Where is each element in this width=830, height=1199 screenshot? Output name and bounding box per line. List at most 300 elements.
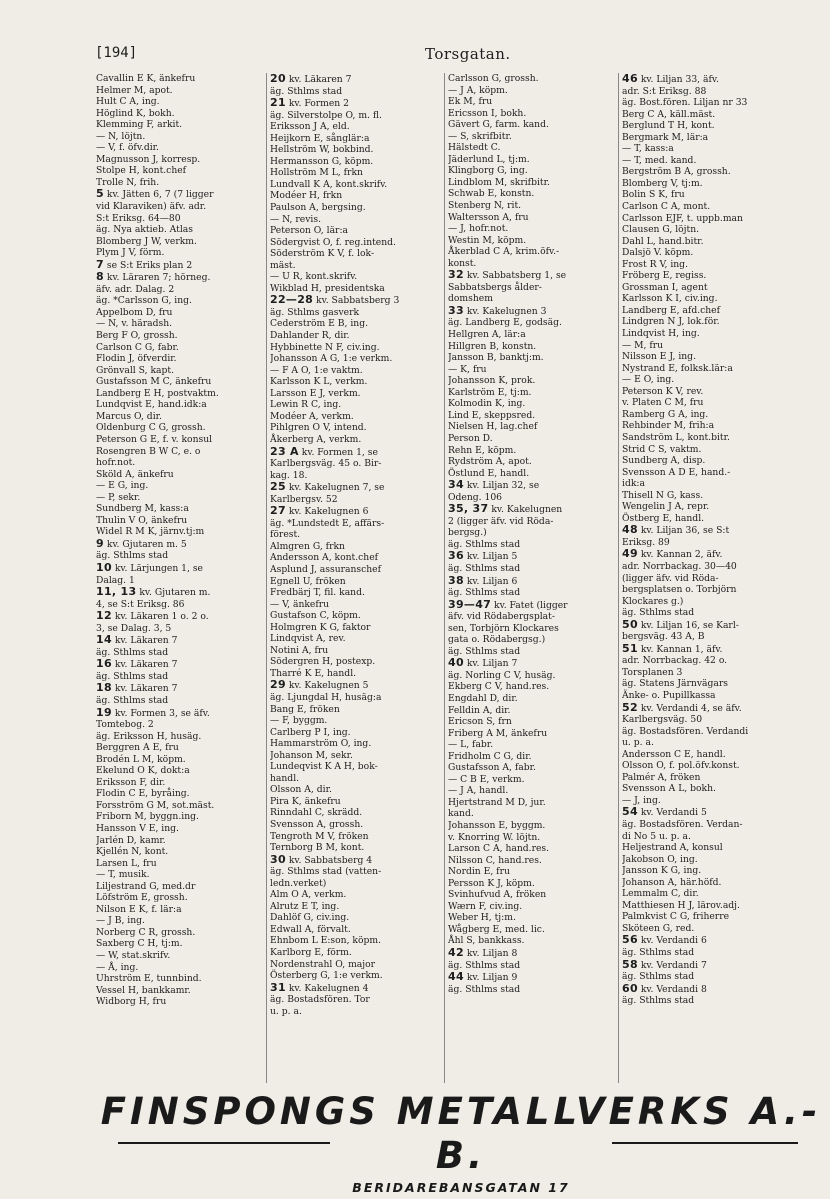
directory-entry: Lindqvist A, rev. [270, 633, 346, 645]
directory-entry: Jarlén D, kamr. [96, 834, 166, 846]
directory-entry: Östberg E, handl. [622, 512, 705, 524]
directory-entry: Pihlgren O V, intend. [270, 422, 367, 434]
directory-entry: Nilson E K, f. lär:a [96, 903, 182, 915]
directory-entry: äg. Sthlms stad [448, 983, 521, 995]
directory-entry: 7 se S:t Eriks plan 2 [96, 257, 193, 271]
directory-entry: 22—28 kv. Sabbatsberg 3 [270, 293, 400, 307]
directory-entry: Uhrström E, tunnbind. [96, 973, 202, 985]
directory-entry: Friberg A M, änkefru [448, 727, 548, 739]
directory-entry: Weber H, tj:m. [448, 912, 516, 924]
directory-entry: Svensson A, grossh. [270, 819, 364, 830]
directory-entry: Nordenstrahl O, major [270, 958, 376, 970]
directory-entry: Carlberg P I, ing. [270, 726, 351, 738]
directory-entry: Palmér A, fröken [622, 771, 701, 783]
directory-entry: — F, byggm. [270, 715, 328, 727]
directory-entry: Norberg C R, grossh. [96, 926, 196, 938]
directory-entry: Bergström B A, grossh. [622, 166, 731, 178]
directory-entry: äg. Sthlms stad [622, 995, 695, 1007]
directory-entry: adr. Norrbackag. 42 o. [622, 655, 728, 667]
directory-entry: Johansson E, byggm. [448, 820, 546, 831]
directory-entry: — E O, ing. [622, 374, 675, 386]
block-number: 51 [622, 641, 638, 655]
directory-entry: Sabbatsbergs ålder- [448, 281, 542, 293]
directory-entry: Carlson C A, mont. [622, 201, 711, 213]
directory-entry: Ramberg G A, ing. [622, 408, 709, 420]
block-number: 34 [448, 478, 464, 492]
directory-entry: Grossman I, agent [622, 281, 708, 293]
directory-entry: Peterson K V, rev. [622, 385, 704, 397]
directory-entry: äg. Sthlms stad [96, 646, 169, 658]
directory-entry: 60 kv. Verdandi 8 [622, 981, 707, 995]
block-number: 22—28 [270, 293, 314, 307]
directory-entry: Hansson V E, ing. [96, 823, 179, 834]
directory-entry: hofr.not. [96, 457, 136, 469]
directory-entry: Widel R M K, järnv.tj:m [96, 526, 205, 538]
directory-entry: Berggren A E, fru [96, 742, 179, 754]
directory-entry: adr. S:t Eriksg. 88 [622, 85, 707, 97]
directory-entry: Cederström E B, ing. [270, 318, 369, 330]
directory-entry: Wikblad H, presidentska [270, 282, 385, 294]
directory-entry: Tharré K E, handl. [270, 667, 357, 679]
directory-entry: — U R, kont.skrifv. [270, 271, 358, 283]
directory-entry: Fridholm C G, dir. [448, 750, 532, 762]
directory-entry: Johanson M, sekr. [270, 749, 353, 761]
directory-entry: 38 kv. Liljan 6 [448, 573, 518, 587]
directory-entry: Paulson A, bergsing. [270, 202, 366, 214]
directory-columns [96, 73, 824, 1088]
directory-entry: kag. 18. [270, 469, 308, 481]
directory-entry: Rinndahl C, skrädd. [270, 807, 363, 819]
block-number: 38 [448, 573, 464, 587]
directory-entry: Kjellén N, kont. [96, 846, 169, 858]
column-divider [618, 73, 619, 1083]
directory-entry: Eriksg. 89 [622, 536, 670, 548]
directory-entry: Dahl L, hand.bitr. [622, 235, 704, 247]
directory-entry: Jansson B, banktj:m. [448, 352, 544, 364]
directory-entry: Ericson S, frn [448, 716, 512, 728]
directory-entry: — M, fru [622, 339, 664, 351]
directory-entry: Blomberg V, tj:m. [622, 177, 703, 189]
block-number: 52 [622, 700, 638, 714]
block-number: 40 [448, 656, 464, 670]
directory-entry: 19 kv. Formen 3, se äfv. [96, 705, 210, 719]
directory-entry: Olsson O, f. pol.öfv.konst. [622, 760, 740, 772]
directory-entry: Saxberg C H, tj:m. [96, 938, 183, 950]
directory-entry: Asplund J, assuranschef [270, 563, 382, 575]
directory-entry: Flodin J, öfverdir. [96, 353, 177, 365]
directory-entry: Andersson C E, handl. [622, 748, 726, 760]
directory-entry: — J, hofr.not. [448, 223, 509, 235]
directory-entry: idk:a [622, 478, 645, 490]
directory-entry: 20 kv. Läkaren 7 [270, 73, 352, 85]
block-number: 33 [448, 303, 464, 317]
directory-entry: 27 kv. Kakelugnen 6 [270, 504, 369, 518]
column-divider [444, 73, 445, 1083]
column-2 [270, 73, 440, 1088]
directory-entry: Eriksson J A, eld. [270, 121, 350, 133]
directory-entry: — N, v. häradsh. [96, 318, 173, 330]
block-number: 31 [270, 980, 286, 994]
directory-entry: Ericsson I, bokh. [448, 107, 527, 119]
directory-entry: äg. Silverstolpe O, m. fl. [270, 109, 382, 121]
page-number: [194] [95, 45, 138, 61]
directory-entry: Tengroth M V, fröken [270, 830, 369, 842]
directory-entry: Stolpe H, kont.chef [96, 165, 187, 177]
block-number: 60 [622, 981, 638, 995]
block-number: 29 [270, 678, 286, 692]
directory-entry: äg. Sthlms stad [448, 645, 521, 657]
directory-entry: Hillgren B, konstn. [448, 340, 537, 352]
directory-entry: äg. Nya aktieb. Atlas [96, 224, 193, 236]
block-number: 9 [96, 536, 104, 550]
directory-entry: 39—47 kv. Fatet (ligger [448, 597, 568, 611]
directory-entry: Dalsjö V. köpm. [622, 247, 694, 259]
directory-entry: Eriksson F, dir. [96, 776, 166, 788]
directory-entry: Hybbinette N F, civ.ing. [270, 341, 380, 353]
directory-entry: 3, se Dalag. 3, 5 [96, 622, 172, 634]
directory-entry: Hermansson G, köpm. [270, 155, 374, 167]
directory-entry: 18 kv. Läkaren 7 [96, 681, 178, 695]
directory-entry: Thulin V O, änkefru [96, 514, 188, 526]
directory-entry: Jansson K G, ing. [622, 865, 702, 877]
directory-entry: Rosengren B W C, e. o [96, 445, 201, 457]
directory-entry: Modéer H, frkn [270, 190, 343, 202]
directory-entry: Karlsson K L, verkm. [270, 376, 368, 388]
block-number: 8 [96, 270, 104, 284]
directory-entry: Friborn M, byggn.ing. [96, 811, 199, 823]
directory-entry: Ekberg C V, hand.res. [448, 681, 550, 693]
directory-entry: Persson K J, köpm. [448, 877, 535, 889]
directory-entry: Cavallin E K, änkefru [96, 73, 196, 84]
directory-entry: — J A, köpm. [448, 84, 508, 96]
directory-entry: äfv. vid Rödabergsplat- [448, 611, 555, 623]
directory-entry: Rehbinder M, frih:a [622, 420, 715, 432]
directory-entry: sen, Torbjörn Klockares [448, 622, 559, 634]
directory-entry: Thisell N G, kass. [622, 489, 704, 501]
directory-entry: 49 kv. Kannan 2, äfv. [622, 547, 723, 561]
directory-entry: 16 kv. Läkaren 7 [96, 657, 178, 671]
block-number: 32 [448, 268, 464, 282]
directory-entry: Flodin C E, byråing. [96, 788, 190, 800]
directory-entry: Dalag. 1 [96, 574, 135, 586]
directory-entry: Karlström E, tj:m. [448, 386, 532, 398]
directory-entry: Änke- o. Pupillkassa [622, 689, 716, 701]
directory-entry: äg. Ljungdal H, husäg:a [270, 691, 382, 703]
directory-entry: Heijkorn E, sånglär:a [270, 132, 370, 144]
directory-entry: Hellström W, bokbind. [270, 144, 374, 156]
directory-entry: äg. Sthlms stad [448, 587, 521, 599]
directory-entry: Ternborg B M, kont. [270, 842, 365, 854]
directory-entry: äg. Bostadsfören. Verdandi [622, 725, 749, 737]
directory-entry: 29 kv. Kakelugnen 5 [270, 678, 369, 692]
directory-entry: förest. [270, 529, 301, 541]
directory-entry: Palmkvist C G, friherre [622, 911, 730, 923]
directory-entry: Egnell U, fröken [270, 575, 346, 587]
directory-entry: 34 kv. Liljan 32, se [448, 478, 540, 492]
directory-entry: Klingborg G, ing. [448, 165, 528, 177]
directory-entry: Almgren G, frkn [270, 540, 345, 552]
directory-entry: äg. Sthlms stad [96, 550, 169, 562]
directory-entry: Bergmark M, lär:a [622, 131, 709, 143]
directory-entry: Tomtebog. 2 [96, 719, 154, 731]
directory-entry: domshem [448, 293, 493, 305]
directory-entry: Carlsson G, grossh. [448, 73, 539, 84]
directory-entry: Gävert G, farm. kand. [448, 119, 549, 131]
directory-entry: Fredbärj T, fil. kand. [270, 587, 365, 599]
directory-entry: Johansson A G, 1:e verkm. [270, 353, 393, 365]
directory-entry: — W, stat.skrifv. [96, 950, 171, 962]
directory-entry: Magnusson J, korresp. [96, 153, 201, 165]
directory-entry: Österberg G, 1:e verkm. [270, 970, 383, 982]
block-number: 39—47 [448, 597, 492, 611]
directory-entry: äg. Sthlms gasverk [270, 306, 360, 318]
directory-entry: äg. Sthlms stad [448, 538, 521, 550]
directory-entry: Nystrand E, folksk.lär:a [622, 362, 733, 374]
directory-entry: 42 kv. Liljan 8 [448, 946, 518, 960]
directory-entry: — F A O, 1:e vaktm. [270, 364, 363, 376]
directory-entry: 9 kv. Gjutaren m. 5 [96, 536, 187, 550]
directory-entry: Andersson A, kont.chef [270, 552, 379, 564]
directory-entry: äg. Bostadsfören. Verdan- [622, 819, 743, 830]
block-number: 36 [448, 549, 464, 563]
directory-entry: Nordin E, fru [448, 866, 510, 878]
block-number: 16 [96, 657, 112, 671]
directory-entry: äg. Sthlms stad (vatten- [270, 866, 382, 878]
directory-entry: Johansson K, prok. [448, 375, 536, 387]
directory-entry: Stenberg N, rit. [448, 200, 522, 212]
directory-entry: Sköteen G, red. [622, 922, 695, 934]
directory-entry: Person D. [448, 432, 493, 444]
directory-entry: Lemmalm C, dir. [622, 888, 699, 900]
directory-entry: — T, med. kand. [622, 154, 697, 166]
directory-entry: Oldenburg C G, grossh. [96, 422, 206, 434]
block-number: 42 [448, 946, 464, 960]
directory-entry: Dahlöf G, civ.ing. [270, 912, 350, 924]
directory-entry: 54 kv. Verdandi 5 [622, 805, 707, 819]
directory-entry: gata o. Rödabergsg.) [448, 634, 546, 646]
column-divider [266, 73, 267, 1083]
decorative-rule [118, 1142, 330, 1144]
block-number: 44 [448, 970, 464, 984]
directory-entry: Johanson A, här.höfd. [622, 876, 722, 888]
directory-entry: adr. Norrbackag. 30—40 [622, 560, 737, 572]
directory-entry: 36 kv. Liljan 5 [448, 549, 518, 563]
directory-entry: Hollström M L, frkn [270, 167, 363, 179]
block-number: 48 [622, 523, 638, 537]
block-number: 46 [622, 73, 638, 85]
directory-entry: Carlsson EJF, t. uppb.man [622, 212, 743, 224]
directory-entry: äfv. adr. Dalag. 2 [96, 283, 175, 295]
directory-entry: Felldin A, dir. [448, 704, 511, 716]
directory-entry: Nilsson E J, ing. [622, 351, 696, 363]
directory-entry: Jäderlund L, tj:m. [448, 153, 530, 165]
block-number: 58 [622, 957, 638, 971]
page-header [95, 45, 740, 65]
directory-entry: Waltersson A, fru [448, 211, 529, 223]
directory-entry: Åkerberg A, verkm. [270, 433, 362, 445]
directory-entry: Edwall A, förvalt. [270, 923, 351, 935]
directory-entry: äg. Bostadsfören. Tor [270, 994, 370, 1006]
directory-entry: 48 kv. Liljan 36, se S:t [622, 523, 730, 537]
directory-entry: äg. Statens Järnvägars [622, 678, 728, 690]
directory-entry: äg. Sthlms stad [96, 694, 169, 706]
directory-entry: Heljestrand A, konsul [622, 842, 723, 854]
directory-entry: Alm O A, verkm. [270, 889, 347, 901]
directory-entry: Modéer A, verkm. [270, 410, 354, 422]
directory-entry: 35, 37 kv. Kakelugnen [448, 502, 563, 516]
directory-entry: — V, f. öfv.dir. [96, 142, 159, 154]
directory-entry: — J, ing. [622, 794, 661, 806]
directory-entry: Lundeqvist K A H, bok- [270, 761, 378, 773]
directory-entry: Berg C A, käll.mäst. [622, 108, 716, 120]
directory-entry: äg. *Carlsson G, ing. [96, 295, 192, 307]
directory-entry: Lundqvist E, hand.idk:a [96, 399, 207, 411]
directory-entry: 11, 13 kv. Gjutaren m. [96, 585, 211, 599]
directory-entry: — T, musik. [96, 869, 150, 881]
block-number: 14 [96, 633, 112, 647]
directory-entry: Kolmodin K, ing. [448, 398, 526, 410]
directory-entry: Hälstedt C. [448, 142, 501, 154]
directory-entry: Liljestrand G, med.dr [96, 880, 196, 892]
directory-entry: Lundvall K A, kont.skrifv. [270, 178, 388, 190]
directory-entry: Forsström G M, sot.mäst. [96, 799, 215, 811]
directory-entry: Peterson G E, f. v. konsul [96, 433, 213, 445]
directory-entry: Matthiesen H J, lärov.adj. [622, 899, 740, 911]
directory-entry: Sandström L, kont.bitr. [622, 431, 730, 443]
directory-entry: Brodén L M, köpm. [96, 753, 186, 765]
directory-entry: Alrutz E T, ing. [270, 900, 340, 912]
block-number: 19 [96, 705, 112, 719]
directory-entry: Sköld A, änkefru [96, 468, 174, 480]
block-number: 35, 37 [448, 502, 489, 516]
directory-entry: — T, kass:a [622, 143, 674, 155]
block-number: 49 [622, 547, 638, 561]
directory-entry: 25 kv. Kakelugnen 7, se [270, 480, 385, 494]
directory-entry: Wærn F, civ.ing. [448, 900, 523, 912]
directory-entry: Södergren H, postexp. [270, 656, 376, 668]
directory-entry: Löfström E, grossh. [96, 892, 188, 904]
column-1 [96, 73, 262, 1088]
directory-entry: 33 kv. Kakelugnen 3 [448, 303, 547, 317]
directory-entry: äg. Sthlms stad [448, 562, 521, 574]
directory-entry: Appelbom D, fru [96, 306, 173, 318]
directory-entry: Engdahl D, dir. [448, 692, 518, 704]
directory-entry: Holmgren K G, faktor [270, 621, 371, 633]
directory-entry: — K, fru [448, 363, 487, 375]
directory-entry: 32 kv. Sabbatsberg 1, se [448, 268, 567, 282]
directory-entry: Berg F O, grossh. [96, 330, 178, 342]
directory-entry: äg. Sthlms stad [270, 85, 343, 97]
block-number: 27 [270, 504, 286, 518]
directory-entry: Svensson A D E, hand.- [622, 466, 731, 478]
directory-entry: — V, änkefru [270, 598, 330, 610]
block-number: 20 [270, 73, 286, 85]
advertisement-address: BERIDAREBANSGATAN 17 [352, 1180, 570, 1195]
directory-entry: 50 kv. Liljan 16, se Karl- [622, 617, 739, 631]
directory-entry: Ek M, fru [448, 96, 493, 108]
directory-entry: Bang E, fröken [270, 703, 340, 715]
directory-entry: Hult C A, ing. [96, 96, 160, 108]
directory-entry: Jakobson O, ing. [622, 853, 698, 865]
directory-entry: vid Klaraviken) äfv. adr. [96, 201, 207, 213]
directory-entry: Clausen G, löjtn. [622, 224, 700, 236]
directory-entry: Karlbergsv. 52 [270, 493, 338, 505]
directory-entry: ledn.verket) [270, 877, 327, 889]
directory-entry: äg. Sthlms stad [622, 607, 695, 619]
directory-entry: v. Platen C M, fru [622, 397, 704, 409]
directory-entry: v. Knorring W. löjtn. [448, 831, 541, 843]
directory-entry: bergsg.) [448, 527, 487, 539]
directory-entry: äg. Bost.fören. Liljan nr 33 [622, 97, 748, 109]
advertisement-banner [96, 1090, 826, 1195]
directory-entry: äg. *Lundstedt E, affärs- [270, 517, 385, 529]
directory-entry: Höglind K, bokh. [96, 107, 175, 119]
directory-entry: bergsplatsen o. Torbjörn [622, 584, 737, 596]
directory-entry: 12 kv. Läkaren 1 o. 2 o. [96, 609, 209, 623]
directory-entry: Vessel H, bankkamr. [96, 984, 191, 996]
block-number: 11, 13 [96, 585, 137, 599]
directory-entry: 5 kv. Jätten 6, 7 (7 ligger [96, 187, 214, 201]
directory-entry: Gustafsson M C, änkefru [96, 376, 212, 388]
block-number: 50 [622, 617, 638, 631]
directory-entry: Lindblom M, skrifbitr. [448, 176, 550, 188]
directory-entry: Odeng. 106 [448, 491, 503, 503]
directory-entry: äg. Sthlms stad [448, 959, 521, 971]
directory-entry: konst. [448, 257, 477, 269]
directory-entry: Nielsen H, lag.chef [448, 421, 538, 433]
directory-entry: Svensson A L, bokh. [622, 783, 716, 795]
directory-entry: mäst. [270, 259, 296, 271]
column-3 [448, 73, 616, 1088]
directory-entry: kand. [448, 808, 474, 820]
directory-entry: 44 kv. Liljan 9 [448, 970, 518, 984]
directory-entry: 31 kv. Kakelugnen 4 [270, 980, 369, 994]
directory-entry: 46 kv. Liljan 33, äfv. [622, 73, 719, 85]
directory-entry: Östlund E, handl. [448, 467, 530, 479]
directory-entry: Wågberg E, med. lic. [448, 923, 545, 935]
directory-entry: 58 kv. Verdandi 7 [622, 957, 707, 971]
directory-entry: 40 kv. Liljan 7 [448, 656, 518, 670]
directory-entry: äg. Landberg E, godsäg. [448, 317, 562, 329]
directory-entry: Lindqvist H, ing. [622, 328, 700, 340]
directory-entry: u. p. a. [622, 737, 654, 749]
directory-entry: äg. Sthlms stad [96, 670, 169, 682]
directory-entry: Hellgren A, lär:a [448, 329, 526, 341]
directory-entry: — Å, ing. [96, 961, 139, 973]
directory-entry: — S, skrifbitr. [448, 130, 512, 142]
block-number: 30 [270, 852, 286, 866]
directory-entry: Frost R V, ing. [622, 258, 688, 270]
directory-entry: 14 kv. Läkaren 7 [96, 633, 178, 647]
directory-entry: Larson C A, hand.res. [448, 843, 550, 855]
directory-entry: 51 kv. Kannan 1, äfv. [622, 641, 723, 655]
directory-entry: 21 kv. Formen 2 [270, 96, 349, 110]
directory-entry: Blomberg J W, verkm. [96, 235, 197, 247]
directory-entry: 52 kv. Verdandi 4, se äfv. [622, 700, 742, 714]
directory-entry: 4, se S:t Eriksg. 86 [96, 598, 185, 610]
block-number: 21 [270, 96, 286, 110]
directory-entry: — J A, handl. [448, 785, 509, 797]
directory-entry: Ekelund O K, dokt:a [96, 765, 190, 777]
directory-entry: Karlsson K I, civ.ing. [622, 293, 718, 305]
directory-entry: — P, sekr. [96, 491, 141, 503]
directory-entry: Trolle N, frih. [96, 176, 160, 188]
directory-entry: Pira K, änkefru [270, 795, 341, 807]
directory-entry: äg. Sthlms stad [622, 947, 695, 959]
directory-entry: bergsväg. 43 A, B [622, 631, 705, 643]
directory-entry: 23 A kv. Formen 1, se [270, 444, 378, 458]
directory-entry: Söderström K V, f. lok- [270, 248, 375, 260]
